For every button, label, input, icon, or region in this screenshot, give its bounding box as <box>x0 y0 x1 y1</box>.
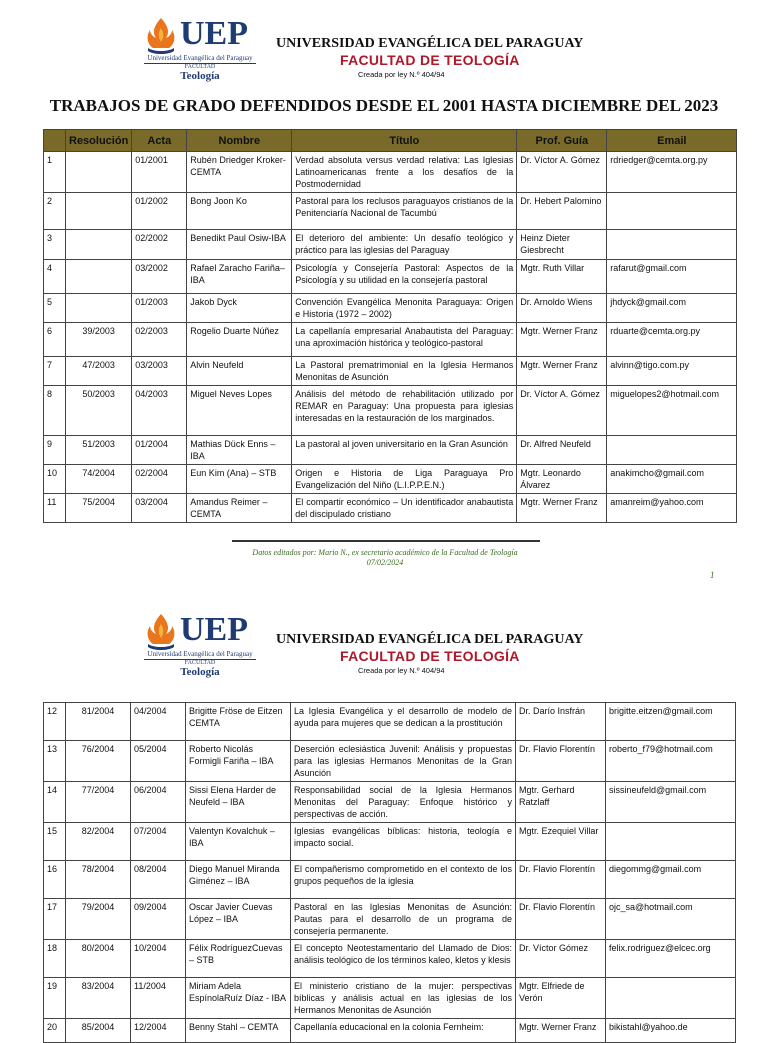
cell-number: 20 <box>44 1019 66 1043</box>
cell-resolucion: 82/2004 <box>66 823 131 861</box>
cell-acta: 01/2003 <box>132 294 187 323</box>
logo-text: UEP <box>180 15 248 52</box>
cell-titulo: Iglesias evangélicas bíblicas: historia, teología e impacto social. <box>291 823 516 861</box>
table-row <box>44 152 737 193</box>
cell-prof-guia: Dr. Alfred Neufeld <box>517 436 607 465</box>
cell-titulo: El ministerio cristiano de la mujer: perspectivas bíblicas y análisis actual en las iglesias de los Hermanos Menonitas de Asunción <box>291 978 516 1019</box>
col-header-email: Email <box>607 130 737 152</box>
cell-number: 7 <box>44 357 66 386</box>
cell-email: felix.rodriguez@elcec.org <box>606 940 736 978</box>
cell-acta: 11/2004 <box>131 978 186 1019</box>
cell-number: 8 <box>44 386 66 436</box>
cell-number: 9 <box>44 436 66 465</box>
table-header-row <box>44 130 737 152</box>
cell-prof-guia: Mgtr. Ezequiel Villar <box>516 823 606 861</box>
table-row <box>44 386 737 436</box>
cell-nombre: Amandus Reimer – CEMTA <box>187 494 292 523</box>
cell-prof-guia: Mgtr. Ruth Villar <box>517 260 607 294</box>
cell-acta: 01/2001 <box>132 152 187 193</box>
logo-teologia: Teología <box>180 70 220 82</box>
cell-prof-guia: Dr. Hebert Palomino <box>517 193 607 230</box>
col-header-resolucion: Resolución <box>66 130 132 152</box>
theses-table-page1 <box>43 129 737 523</box>
table-row <box>44 357 737 386</box>
table-row <box>44 436 737 465</box>
cell-titulo: Análisis del método de rehabilitación utilizado por REMAR en Paraguay: Una propuesta para iglesias interesadas en la restauración de los marginados. <box>292 386 517 436</box>
cell-titulo: Capellanía educacional en la colonia Fernheim: <box>291 1019 516 1043</box>
table-row <box>44 465 737 494</box>
cell-titulo: El compañerismo comprometido en el contexto de los grupos pequeños de la iglesia <box>291 861 516 899</box>
cell-titulo: Pastoral en las Iglesias Menonitas de Asunción: Pautas para el desarrollo de un programa de consejería permanente. <box>291 899 516 940</box>
cell-nombre: Roberto Nicolás Formigli Fariña – IBA <box>186 741 291 782</box>
cell-nombre: Benny Stahl – CEMTA <box>186 1019 291 1043</box>
law-text: Creada por ley N.º 404/94 <box>358 70 445 79</box>
cell-nombre: Benedikt Paul Osiw-IBA <box>187 230 292 260</box>
cell-resolucion: 76/2004 <box>66 741 131 782</box>
table-row <box>44 1019 736 1043</box>
cell-titulo: Verdad absoluta versus verdad relativa: Las Iglesias Latinoamericanas frente a los desafíos de la Postmodernidad <box>292 152 517 193</box>
cell-titulo: El concepto Neotestamentario del Llamado de Dios: análisis teológico de los términos kaleo, kletos y klesis <box>291 940 516 978</box>
cell-prof-guia: Dr. Víctor A. Gómez <box>517 386 607 436</box>
cell-prof-guia: Dr. Flavio Florentín <box>516 861 606 899</box>
cell-acta: 01/2002 <box>132 193 187 230</box>
cell-nombre: Rogelio Duarte Núñez <box>187 323 292 357</box>
cell-email <box>607 230 737 260</box>
document-title: TRABAJOS DE GRADO DEFENDIDOS DESDE EL 2001 HASTA DICIEMBRE DEL 2023 <box>49 96 719 115</box>
cell-resolucion: 85/2004 <box>66 1019 131 1043</box>
cell-titulo: Deserción eclesiástica Juvenil: Análisis y propuestas para las iglesias Hermanos Menonitas de la Gran Asunción <box>291 741 516 782</box>
cell-prof-guia: Heinz Dieter Giesbrecht <box>517 230 607 260</box>
cell-prof-guia: Dr. Flavio Florentín <box>516 899 606 940</box>
table-row <box>44 260 737 294</box>
cell-acta: 05/2004 <box>131 741 186 782</box>
cell-resolucion <box>66 193 132 230</box>
table-row <box>44 940 736 978</box>
cell-prof-guia: Dr. Víctor A. Gómez <box>517 152 607 193</box>
cell-acta: 04/2003 <box>132 386 187 436</box>
cell-nombre: Miguel Neves Lopes <box>187 386 292 436</box>
cell-resolucion: 81/2004 <box>66 703 131 741</box>
cell-prof-guia: Mgtr. Leonardo Álvarez <box>517 465 607 494</box>
cell-acta: 06/2004 <box>131 782 186 823</box>
cell-titulo: La Pastoral prematrimonial en la Iglesia Hermanos Menonitas de Asunción <box>292 357 517 386</box>
cell-acta: 07/2004 <box>131 823 186 861</box>
uep-logo <box>140 610 260 688</box>
faculty-name: FACULTAD DE TEOLOGÍA <box>340 52 520 68</box>
cell-number: 18 <box>44 940 66 978</box>
cell-resolucion <box>66 230 132 260</box>
cell-email: diegommg@gmail.com <box>606 861 736 899</box>
cell-email: rafarut@gmail.com <box>607 260 737 294</box>
cell-email: jhdyck@gmail.com <box>607 294 737 323</box>
cell-email <box>607 193 737 230</box>
cell-number: 12 <box>44 703 66 741</box>
logo-university: Universidad Evangélica del Paraguay <box>147 650 253 658</box>
cell-acta: 02/2003 <box>132 323 187 357</box>
cell-nombre: Rubén Driedger Kroker- CEMTA <box>187 152 292 193</box>
cell-nombre: Félix RodríguezCuevas – STB <box>186 940 291 978</box>
cell-acta: 03/2003 <box>132 357 187 386</box>
cell-acta: 10/2004 <box>131 940 186 978</box>
cell-acta: 08/2004 <box>131 861 186 899</box>
cell-resolucion: 79/2004 <box>66 899 131 940</box>
cell-titulo: La pastoral al joven universitario en la Gran Asunción <box>292 436 517 465</box>
cell-nombre: Brigitte Fröse de Eitzen CEMTA <box>186 703 291 741</box>
cell-number: 10 <box>44 465 66 494</box>
cell-titulo: El deterioro del ambiente: Un desafío teológico y práctico para las iglesias del Paraguay <box>292 230 517 260</box>
col-header-acta: Acta <box>132 130 187 152</box>
cell-number: 6 <box>44 323 66 357</box>
cell-number: 3 <box>44 230 66 260</box>
cell-number: 5 <box>44 294 66 323</box>
cell-titulo: La Iglesia Evangélica y el desarrollo de modelo de ayuda para mujeres que se dedican a la prostitución <box>291 703 516 741</box>
logo-university: Universidad Evangélica del Paraguay <box>147 54 253 62</box>
cell-acta: 04/2004 <box>131 703 186 741</box>
table-row <box>44 823 736 861</box>
cell-prof-guia: Dr. Darío Insfrán <box>516 703 606 741</box>
cell-email: sissineufeld@gmail.com <box>606 782 736 823</box>
cell-resolucion: 75/2004 <box>66 494 132 523</box>
cell-resolucion: 83/2004 <box>66 978 131 1019</box>
cell-nombre: Eun Kim (Ana) – STB <box>187 465 292 494</box>
cell-number: 11 <box>44 494 66 523</box>
law-text: Creada por ley N.º 404/94 <box>358 666 445 675</box>
cell-number: 14 <box>44 782 66 823</box>
cell-prof-guia: Dr. Flavio Florentín <box>516 741 606 782</box>
cell-resolucion: 78/2004 <box>66 861 131 899</box>
cell-nombre: Diego Manuel Miranda Giménez – IBA <box>186 861 291 899</box>
cell-number: 1 <box>44 152 66 193</box>
table-row <box>44 978 736 1019</box>
cell-resolucion: 50/2003 <box>66 386 132 436</box>
logo-text: UEP <box>180 611 248 648</box>
cell-prof-guia: Mgtr. Werner Franz <box>517 494 607 523</box>
faculty-name: FACULTAD DE TEOLOGÍA <box>340 648 520 664</box>
cell-email: roberto_f79@hotmail.com <box>606 741 736 782</box>
table-row <box>44 230 737 260</box>
footer-note <box>230 548 540 568</box>
cell-acta: 03/2002 <box>132 260 187 294</box>
cell-prof-guia: Dr. Víctor Gómez <box>516 940 606 978</box>
cell-number: 16 <box>44 861 66 899</box>
cell-nombre: Valentyn Kovalchuk – IBA <box>186 823 291 861</box>
cell-resolucion: 74/2004 <box>66 465 132 494</box>
cell-prof-guia: Mgtr. Gerhard Ratzlaff <box>516 782 606 823</box>
table-row <box>44 494 737 523</box>
table-row <box>44 193 737 230</box>
cell-prof-guia: Mgtr. Elfriede de Verón <box>516 978 606 1019</box>
col-header-prof: Prof. Guía <box>517 130 607 152</box>
footer-date: 07/02/2024 <box>366 558 404 567</box>
cell-email <box>607 436 737 465</box>
cell-email: rdriedger@cemta.org.py <box>607 152 737 193</box>
university-name: UNIVERSIDAD EVANGÉLICA DEL PARAGUAY <box>276 36 584 51</box>
cell-titulo: Responsabilidad social de la Iglesia Hermanos Menonitas del Paraguay: Enfoque histórico y perspectivas de acción. <box>291 782 516 823</box>
cell-nombre: Bong Joon Ko <box>187 193 292 230</box>
cell-titulo: Origen e Historia de Liga Paraguaya Pro Evangelización del Niño (L.I.P.P.E.N.) <box>292 465 517 494</box>
cell-email: rduarte@cemta.org.py <box>607 323 737 357</box>
table-row <box>44 861 736 899</box>
cell-number: 13 <box>44 741 66 782</box>
cell-resolucion: 77/2004 <box>66 782 131 823</box>
cell-acta: 09/2004 <box>131 899 186 940</box>
cell-nombre: Jakob Dyck <box>187 294 292 323</box>
cell-resolucion <box>66 152 132 193</box>
table-row <box>44 899 736 940</box>
cell-nombre: Miriam Adela EspínolaRuíz Díaz - IBA <box>186 978 291 1019</box>
cell-email: miguelopes2@hotmail.com <box>607 386 737 436</box>
page1-header <box>0 14 768 94</box>
uep-logo <box>140 14 260 92</box>
cell-acta: 03/2004 <box>132 494 187 523</box>
university-name: UNIVERSIDAD EVANGÉLICA DEL PARAGUAY <box>276 632 584 647</box>
cell-email: brigitte.eitzen@gmail.com <box>606 703 736 741</box>
cell-email: bikistahl@yahoo.de <box>606 1019 736 1043</box>
cell-number: 15 <box>44 823 66 861</box>
flame-icon <box>144 612 178 652</box>
cell-prof-guia: Dr. Arnoldo Wiens <box>517 294 607 323</box>
cell-resolucion: 80/2004 <box>66 940 131 978</box>
theses-table-page2 <box>43 702 736 1043</box>
cell-number: 19 <box>44 978 66 1019</box>
cell-titulo: Pastoral para los reclusos paraguayos cristianos de la Penitenciaría Nacional de Tacumbú <box>292 193 517 230</box>
cell-email <box>606 823 736 861</box>
cell-resolucion: 39/2003 <box>66 323 132 357</box>
footer-rule <box>232 540 540 542</box>
cell-titulo: Convención Evangélica Menonita Paraguaya: Origen e Historia (1972 – 2002) <box>292 294 517 323</box>
cell-resolucion: 51/2003 <box>66 436 132 465</box>
logo-faculty: FACULTAD <box>144 659 256 667</box>
page-number: 1 <box>710 570 715 580</box>
cell-resolucion <box>66 260 132 294</box>
cell-titulo: La capellanía empresarial Anabautista del Paraguay: una aproximación histórica y teológico-pastoral <box>292 323 517 357</box>
table-row <box>44 323 737 357</box>
table-row <box>44 782 736 823</box>
cell-nombre: Oscar Javier Cuevas López – IBA <box>186 899 291 940</box>
page2-header <box>0 610 768 690</box>
cell-email: alvinn@tigo.com.py <box>607 357 737 386</box>
cell-prof-guia: Mgtr. Werner Franz <box>517 323 607 357</box>
cell-number: 4 <box>44 260 66 294</box>
col-header-num <box>44 130 66 152</box>
logo-teologia: Teología <box>180 666 220 678</box>
flame-icon <box>144 16 178 56</box>
cell-number: 17 <box>44 899 66 940</box>
cell-acta: 12/2004 <box>131 1019 186 1043</box>
cell-email: amanreim@yahoo.com <box>607 494 737 523</box>
cell-acta: 01/2004 <box>132 436 187 465</box>
cell-titulo: Psicología y Consejería Pastoral: Aspectos de la Psicología y su utilidad en la consejería pastoral <box>292 260 517 294</box>
col-header-titulo: Título <box>292 130 517 152</box>
cell-nombre: Rafael Zaracho Fariña–IBA <box>187 260 292 294</box>
cell-number: 2 <box>44 193 66 230</box>
logo-faculty: FACULTAD <box>144 63 256 71</box>
cell-titulo: El compartir económico – Un identificador anabautista del discipulado cristiano <box>292 494 517 523</box>
cell-email: ojc_sa@hotmail.com <box>606 899 736 940</box>
cell-nombre: Mathias Dück Enns – IBA <box>187 436 292 465</box>
footer-editor: Datos editados por: Mario N., ex secretario académico de la Facultad de Teología <box>252 548 518 557</box>
cell-resolucion <box>66 294 132 323</box>
cell-nombre: Sissi Elena Harder de Neufeld – IBA <box>186 782 291 823</box>
table-row <box>44 294 737 323</box>
col-header-nombre: Nombre <box>187 130 292 152</box>
cell-resolucion: 47/2003 <box>66 357 132 386</box>
table-row <box>44 741 736 782</box>
cell-prof-guia: Mgtr. Werner Franz <box>517 357 607 386</box>
table-row <box>44 703 736 741</box>
cell-email <box>606 978 736 1019</box>
cell-email: anakimcho@gmail.com <box>607 465 737 494</box>
cell-acta: 02/2004 <box>132 465 187 494</box>
cell-acta: 02/2002 <box>132 230 187 260</box>
cell-nombre: Alvin Neufeld <box>187 357 292 386</box>
cell-prof-guia: Mgtr. Werner Franz <box>516 1019 606 1043</box>
